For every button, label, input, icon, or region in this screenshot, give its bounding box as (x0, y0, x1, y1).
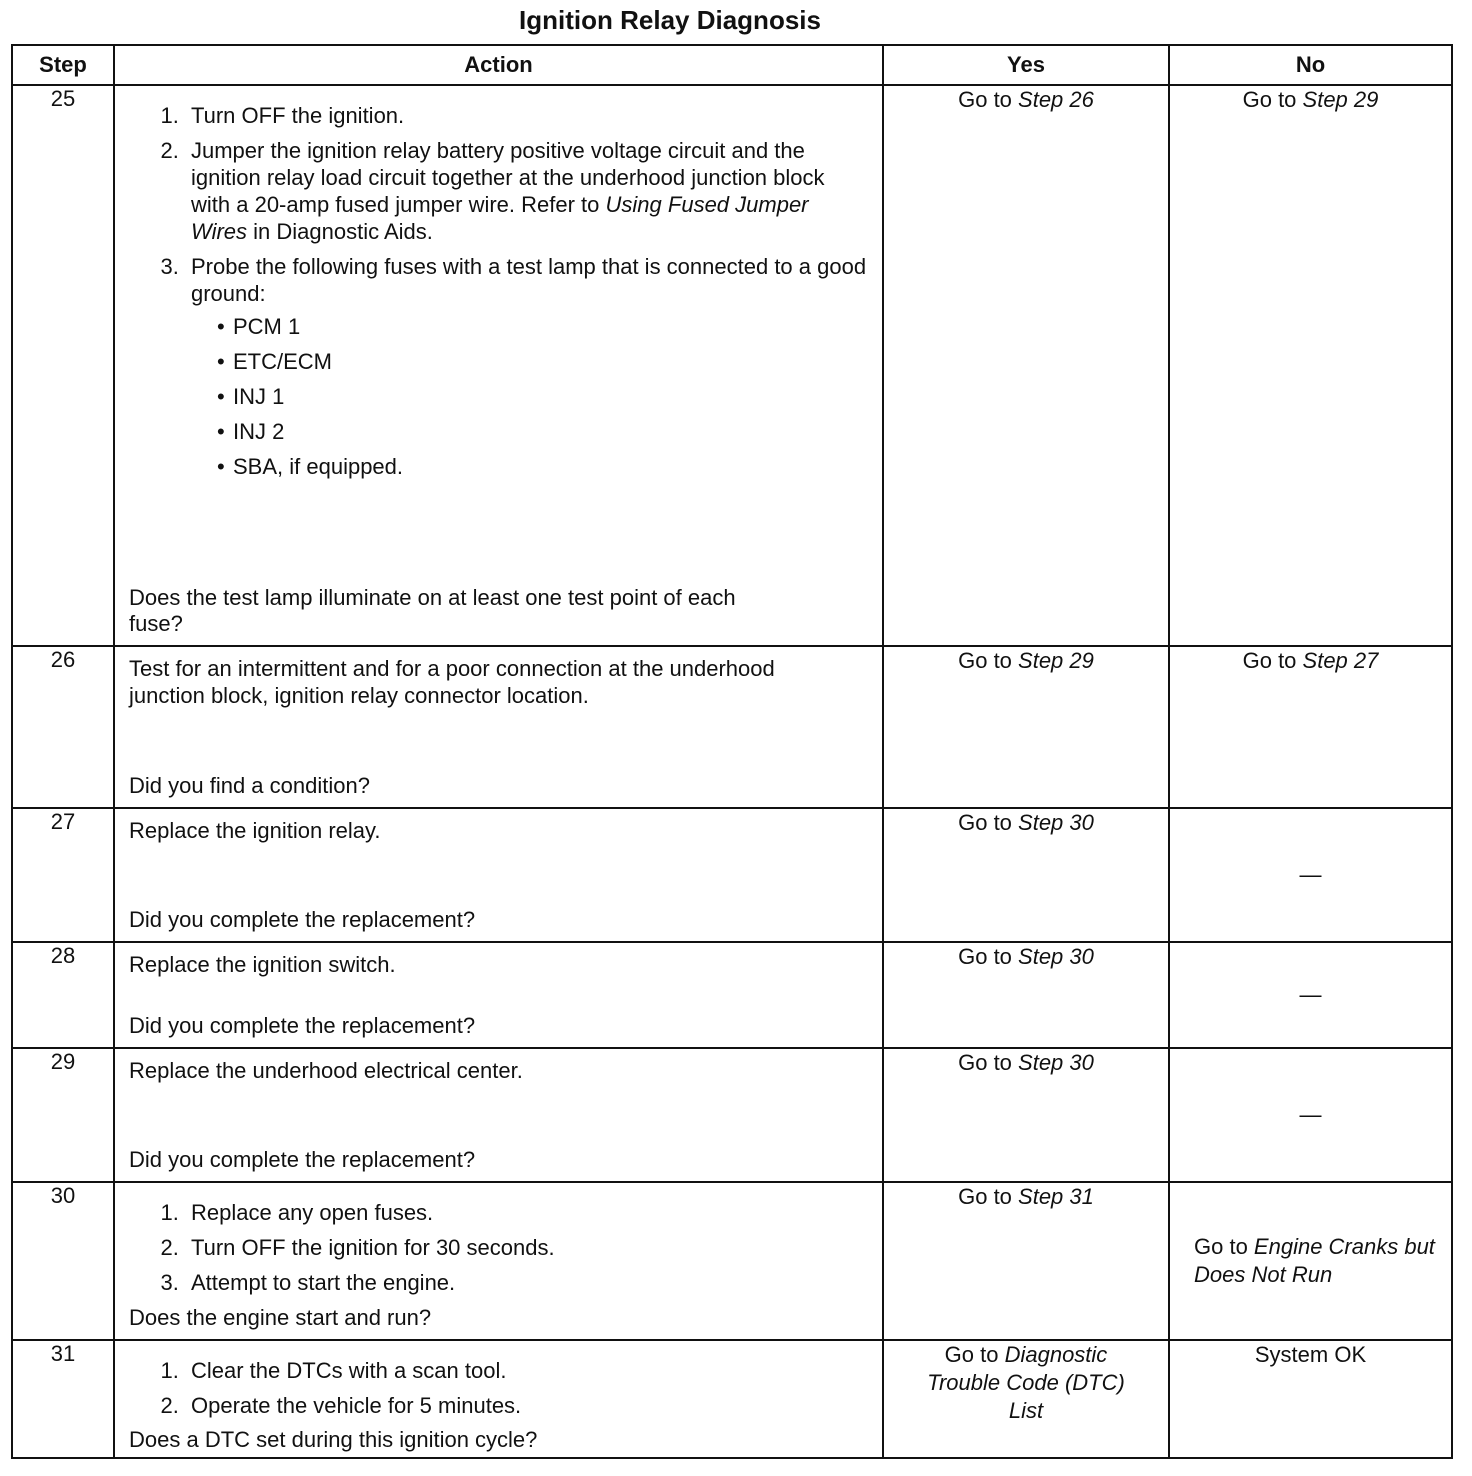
yes-cell (883, 1340, 1169, 1458)
action-cell (114, 1048, 883, 1182)
step-number: 27 (12, 808, 114, 942)
question: Does the test lamp illuminate on at least one test point of each fuse? (129, 585, 736, 636)
fuse-item: • ETC/ECM (217, 348, 868, 375)
no-reference: Engine Cranks but Does Not Run (1194, 1234, 1435, 1287)
action-cell (114, 808, 883, 942)
table-header-row (12, 45, 1452, 85)
table-row (12, 1182, 1452, 1340)
table-row (12, 85, 1452, 646)
no-cell (1169, 85, 1452, 646)
list-item (185, 137, 868, 245)
yes-reference: Step 26 (1018, 87, 1094, 112)
no-cell: — (1169, 942, 1452, 1048)
yes-cell (883, 1182, 1169, 1340)
header-no: No (1169, 45, 1452, 85)
yes-prefix: Go to (958, 944, 1019, 969)
list-item: 1. Clear the DTCs with a scan tool. (185, 1357, 868, 1384)
list-item: 1. Turn OFF the ignition. (185, 102, 868, 129)
question: Did you complete the replacement? (129, 907, 476, 932)
question: Did you complete the replacement? (129, 1013, 476, 1038)
yes-reference: Step 29 (1018, 648, 1094, 673)
list-item-tail: in Diagnostic Aids. (247, 219, 433, 244)
fuse-item: • INJ 2 (217, 418, 868, 445)
list-item: 2. Turn OFF the ignition for 30 seconds. (185, 1234, 868, 1261)
action-cell (114, 646, 883, 808)
yes-cell (883, 942, 1169, 1048)
yes-reference: Step 31 (1018, 1184, 1094, 1209)
step-number: 31 (12, 1340, 114, 1458)
question: Did you complete the replacement? (129, 1147, 476, 1172)
list-item: 2. Operate the vehicle for 5 minutes. (185, 1392, 868, 1419)
yes-prefix: Go to (958, 87, 1019, 112)
no-cell: — (1169, 1048, 1452, 1182)
table-row (12, 646, 1452, 808)
yes-prefix: Go to (958, 810, 1019, 835)
reference-link: Using Fused Jumper Wires (191, 192, 809, 244)
diagnosis-table (11, 44, 1453, 1459)
no-prefix: Go to (1194, 1234, 1254, 1259)
action-cell (114, 942, 883, 1048)
yes-reference: Diagnostic Trouble Code (DTC) List (927, 1342, 1125, 1423)
table-row (12, 1340, 1452, 1458)
question: Does the engine start and run? (129, 1305, 432, 1330)
yes-reference: Step 30 (1018, 810, 1094, 835)
table-row (12, 1048, 1452, 1182)
list-item: 1. Replace any open fuses. (185, 1199, 868, 1226)
action-text: Replace the underhood electrical center. (129, 1058, 523, 1083)
fuse-list (191, 313, 868, 480)
header-step: Step (12, 45, 114, 85)
yes-cell (883, 1048, 1169, 1182)
step-number: 30 (12, 1182, 114, 1340)
yes-prefix: Go to (944, 1342, 1005, 1367)
yes-cell (883, 646, 1169, 808)
list-item (185, 253, 868, 480)
yes-cell (883, 85, 1169, 646)
fuse-item: • PCM 1 (217, 313, 868, 340)
yes-prefix: Go to (958, 1050, 1019, 1075)
page-title: Ignition Relay Diagnosis (519, 5, 821, 35)
step-number: 29 (12, 1048, 114, 1182)
step-number: 25 (12, 85, 114, 646)
question: Did you find a condition? (129, 773, 370, 798)
table-row (12, 942, 1452, 1048)
list-item-text: Probe the following fuses with a test lamp that is connected to a good ground: (191, 254, 867, 306)
no-cell: — (1169, 808, 1452, 942)
no-prefix: Go to (1242, 87, 1303, 112)
question: Does a DTC set during this ignition cycle? (129, 1427, 538, 1452)
action-text: Replace the ignition relay. (129, 818, 381, 843)
yes-cell (883, 808, 1169, 942)
action-text: Replace the ignition switch. (129, 952, 396, 977)
yes-reference: Step 30 (1018, 944, 1094, 969)
action-cell (114, 85, 883, 646)
header-yes: Yes (883, 45, 1169, 85)
action-cell (114, 1182, 883, 1340)
step-number: 26 (12, 646, 114, 808)
no-cell (1169, 646, 1452, 808)
table-row (12, 808, 1452, 942)
no-reference: Step 27 (1302, 648, 1379, 673)
yes-reference: Step 30 (1018, 1050, 1094, 1075)
yes-prefix: Go to (958, 1184, 1019, 1209)
step-number: 28 (12, 942, 114, 1048)
header-action: Action (114, 45, 883, 85)
list-item: 3. Attempt to start the engine. (185, 1269, 868, 1296)
action-cell (114, 1340, 883, 1458)
no-reference: Step 29 (1302, 87, 1379, 112)
action-text: Test for an intermittent and for a poor connection at the underhood junction block, ignition relay connector location. (129, 656, 775, 708)
yes-prefix: Go to (958, 648, 1019, 673)
fuse-item: • INJ 1 (217, 383, 868, 410)
no-prefix: Go to (1242, 648, 1303, 673)
fuse-item: • SBA, if equipped. (217, 453, 868, 480)
no-cell: System OK (1169, 1340, 1452, 1458)
no-cell (1169, 1182, 1452, 1340)
list-item-text: Jumper the ignition relay battery positive voltage circuit and the ignition relay load circuit together at the underhood junction block with a 20-amp fused jumper wire. Refer to (191, 138, 825, 217)
